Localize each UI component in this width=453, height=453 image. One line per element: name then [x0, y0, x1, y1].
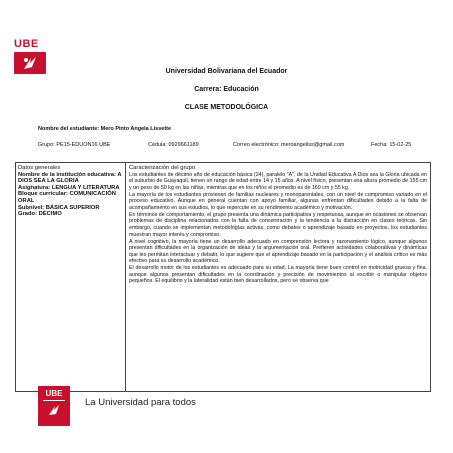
paragraph-behavior: En términos de comportamiento, el grupo presenta una dinámica participativa y respetuosa, aunque en ocasiones se observan problemas de disciplina relacionados con la falta de concentración y la tendencia a la distracción en clases teóricas. Sin embargo, cuando se implementan metodologías activas, como debates o aprendizaje basado en proyectos, los estudiantes muestran mayor interés y compromiso. — [129, 211, 427, 238]
group-characterization-column — [126, 163, 430, 391]
footer-logo — [38, 386, 70, 426]
footer-flame-icon — [38, 403, 70, 421]
university-name: Universidad Bolivariana del Ecuador — [165, 68, 288, 75]
paragraph-cognitive: A nivel cognitivo, la mayoría tiene un desarrollo adecuado en comprensión lectora y razonamiento lógico, aunque algunos presentan dificultades en la organización de ideas y la argumentación oral. Prefieren actividades colaborativas y dinámicas que les permitan interactuar y debatir, lo que sugiere que el aprendizaje basado en la participación y el análisis crítico es más efectivo para su desarrollo académico. — [129, 238, 427, 265]
email-info: Correo electrónico: meroangeliss@gmail.com — [233, 142, 345, 148]
group-info: Grupo: PE15-EDUON16 UBE — [38, 142, 111, 148]
grade: Grado: DÉCIMO — [18, 211, 62, 218]
institution-name: Nombre de la institución educativa: A DIOS SEA LA GLORIA — [18, 171, 122, 185]
footer-logo-text: UBE — [45, 389, 63, 398]
general-data-column — [16, 163, 126, 391]
date-info: Fecha: 15-02-25 — [371, 142, 412, 148]
document-title: CLASE METODOLÓGICA — [184, 104, 269, 111]
sublevel: Subnivel: BÁSICA SUPERIOR — [18, 204, 100, 211]
logo-text: UBE — [14, 38, 39, 50]
general-data-heading: Datos generales — [18, 165, 61, 171]
career-name: Carrera: Educación — [194, 86, 259, 93]
paragraph-families: La mayoría de los estudiantes provienen de familias nucleares y monoparentales, con un nivel de compromiso variado en el proceso educativo. Aunque en general cuentan con apoyo familiar, algunas enfrentan dificultades debido a la falta de acompañamiento en sus estudios, lo que repercute en su rendimiento académico y motivación. — [129, 191, 427, 211]
footer-logo-divider — [43, 400, 65, 401]
paragraph-ages: Los estudiantes de décimo año de educación básica (24), paralelo "A", de la Unidad Educativa A Dios sea la Gloria ubicada en el suburbio de Guayaquil, tienen un rango de edad entre 14 y 15 años. A nivel físico, presentan una altura promedio de 155 cm y un peso de 50 kg en las niñas, mientras que en los niños el promedio es de 160 cm y 55 kg. — [129, 171, 427, 191]
subject: Asignatura: LENGUA Y LITERATURA — [18, 184, 120, 191]
student-name: Nombre del estudiante: Mero Pinto Angela Lissette — [38, 126, 172, 132]
footer-tagline: La Universidad para todos — [85, 397, 196, 408]
characterization-heading: Caracterización del grupo — [129, 165, 196, 171]
paragraph-motor: El desarrollo motor de los estudiantes es adecuado para su edad. La mayoría tiene buen control en motricidad gruesa y fina, aunque algunos presentan dificultades en la coordinación y precisión de movimientos al escribir o manipular objetos pequeños. El equilibrio y la lateralidad están bien desarrollados, pero se observa que — [129, 265, 427, 285]
cedula-info: Cédula: 0929661189 — [148, 142, 199, 148]
curricular-block: Bloque curricular: COMUNICACIÓN ORAL — [18, 191, 116, 204]
info-table — [15, 162, 431, 392]
